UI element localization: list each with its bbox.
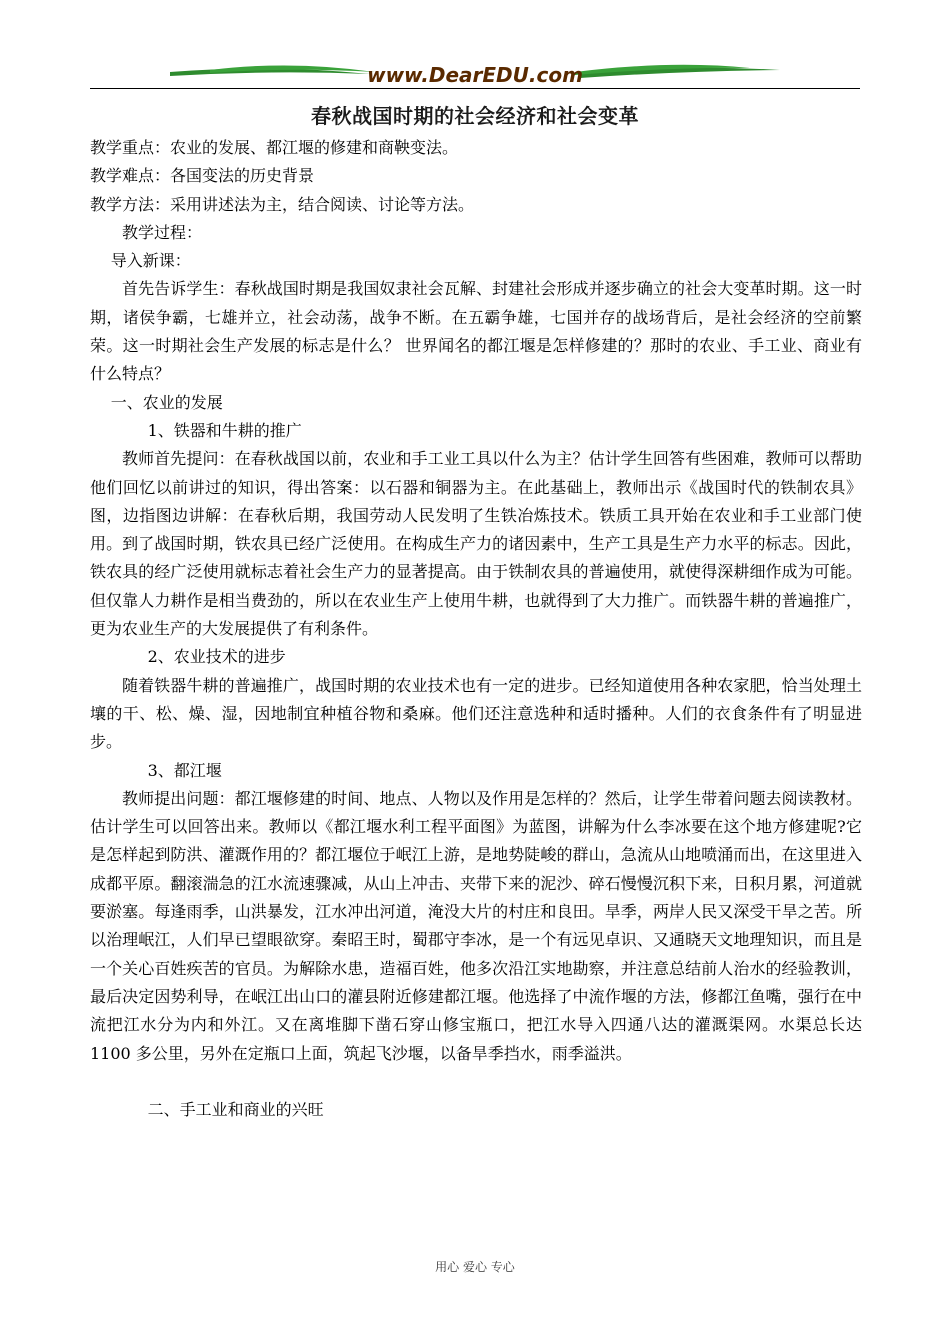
subsection-1-paragraph: 教师首先提问：在春秋战国以前，农业和手工业工具以什么为主？估计学生回答有些困难，教师可以帮助他们回忆以前讲过的知识，得出答案：以石器和铜器为主。在此基础上，教师出示《战国时代的铁制农具》图，边指图边讲解：在春秋后期，我国劳动人民发明了生铁冶炼技术。铁质工具开始在农业和手工业部门使用。到了战国时期，铁农具已经广泛使用。在构成生产力的诸因素中，生产工具是生产力水平的标志。因此，铁农具的经广泛使用就标志着社会生产力的显著提高。由于铁制农具的普遍使用，就使得深耕细作成为可能。但仅靠人力耕作是相当费劲的，所以在农业生产上使用牛耕，也就得到了大力推广。而铁器牛耕的普遍推广，更为农业生产的大发展提供了有利条件。 — [90, 449, 862, 639]
site-banner — [90, 58, 860, 90]
document-body — [90, 134, 862, 1124]
document-title: 春秋战国时期的社会经济和社会变革 — [311, 104, 639, 128]
header-rule — [90, 88, 860, 89]
subsection-2-paragraph: 随着铁器牛耕的普遍推广，战国时期的农业技术也有一定的进步。已经知道使用各种农家肥，恰当处理土壤的干、松、燥、湿，因地制宜种植谷物和桑麻。他们还注意选种和适时播种。人们的衣食条件有了明显进步。 — [90, 675, 862, 752]
spacer — [90, 1068, 862, 1096]
method: 教学方法：采用讲述法为主，结合阅读、讨论等方法。 — [90, 194, 475, 214]
section-2-heading: 二、手工业和商业的兴旺 — [147, 1099, 324, 1119]
intro-paragraph: 首先告诉学生：春秋战国时期是我国奴隶社会瓦解、封建社会形成并逐步确立的社会大变革时期。这一时期，诸侯争霸，七雄并立，社会动荡，战争不断。在五霸争雄，七国并存的战场背后，是社会经济的空前繁荣。这一时期社会生产发展的标志是什么？ 世界闻名的都江堰是怎样修建的？那时的农业、手工业、商业有什么特点？ — [90, 279, 862, 384]
key-point: 教学重点：农业的发展、都江堰的修建和商鞅变法。 — [90, 138, 459, 157]
intro-label: 导入新课： — [110, 251, 191, 271]
difficulty: 教学难点：各国变法的历史背景 — [90, 166, 315, 186]
banner-text: www.DearEDU.com — [367, 63, 583, 87]
page-footer: 用心 爱心 专心 — [435, 1260, 515, 1274]
subsection-1-heading: 1、铁器和牛耕的推广 — [147, 420, 302, 440]
process-label: 教学过程： — [122, 222, 203, 242]
subsection-2-heading: 2、农业技术的进步 — [147, 647, 286, 667]
section-1-heading: 一、农业的发展 — [110, 392, 223, 412]
subsection-3-heading: 3、都江堰 — [147, 760, 222, 780]
banner-swoosh-icon — [90, 58, 860, 90]
subsection-3-paragraph: 教师提出问题：都江堰修建的时间、地点、人物以及作用是怎样的？然后，让学生带着问题去阅读教材。估计学生可以回答出来。教师以《都江堰水利工程平面图》为蓝图，讲解为什么李冰要在这个地方修建呢?它是怎样起到防洪、灌溉作用的？都江堰位于岷江上游，是地势陡峻的群山，急流从山地喷涌而出，在这里进入成都平原。翻滚湍急的江水流速骤减，从山上冲击、夹带下来的泥沙、碎石慢慢沉积下来，日积月累，河道就要淤塞。每逢雨季，山洪暴发，江水冲出河道，淹没大片的村庄和良田。旱季，两岸人民又深受干旱之苦。所以治理岷江，人们早已望眼欲穿。秦昭王时，蜀郡守李冰，是一个有远见卓识、又通晓天文地理知识，而且是一个关心百姓疾苦的官员。为解除水患，造福百姓，他多次沿江实地勘察，并注意总结前人治水的经验教训，最后决定因势利导，在岷江出山口的灌县附近修建都江堰。他选择了中流作堰的方法，修都江鱼嘴，强行在中流把江水分为内和外江。又在离堆脚下凿石穿山修宝瓶口，把江水导入四通八达的灌溉渠网。水渠总长达 1100 多公里，另外在定瓶口上面，筑起飞沙堰，以备旱季挡水，雨季溢洪。 — [90, 788, 862, 1063]
